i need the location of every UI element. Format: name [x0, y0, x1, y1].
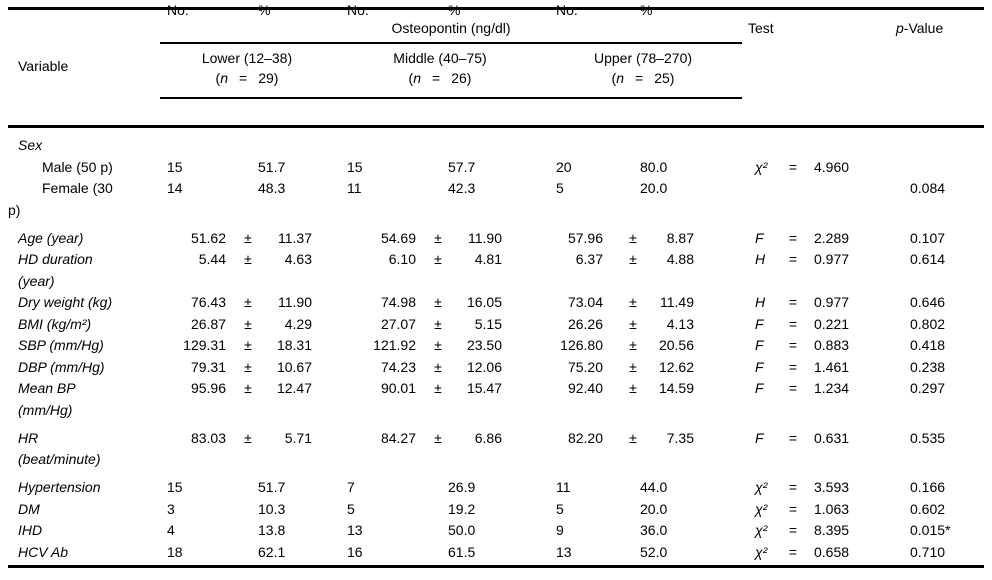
- p-value: 0.084: [910, 180, 946, 196]
- g2-mean: 74.23: [380, 358, 416, 375]
- g2-sd: 11.90: [468, 229, 502, 246]
- test-statistic-value: 1.461: [814, 358, 850, 375]
- rule-bottom: [8, 565, 984, 568]
- g1-mean: 95.96: [190, 380, 226, 396]
- row-label: [8, 499, 148, 521]
- row-label: [8, 178, 148, 221]
- g2-mean: 54.69: [380, 229, 416, 246]
- g1-sd: 4.29: [284, 315, 312, 332]
- g3-plus-minus: ±: [629, 315, 637, 332]
- test-statistic-value: 0.883: [814, 337, 850, 353]
- p-value: 0.015*: [910, 522, 951, 538]
- row-label-line: HR: [18, 429, 39, 446]
- subheader-no-upper: No.: [556, 2, 578, 18]
- g1-count: 3: [167, 500, 175, 517]
- test-statistic-symbol: χ²: [755, 543, 768, 560]
- row-label-line: (mm/Hg): [18, 401, 73, 418]
- row-label-line: Age (year): [18, 229, 84, 246]
- test-equals: =: [788, 543, 798, 560]
- g3-plus-minus: ±: [629, 337, 637, 353]
- g2-plus-minus: ±: [434, 358, 442, 375]
- g1-mean: 26.87: [190, 315, 226, 332]
- test-statistic-symbol: χ²: [755, 479, 768, 495]
- g3-percent: 44.0: [640, 479, 668, 495]
- group-range-label: Lower (12–38): [201, 50, 293, 66]
- g2-sd: 16.05: [466, 294, 502, 310]
- row-label: [8, 314, 148, 336]
- test-statistic-symbol: χ²: [755, 522, 768, 538]
- g2-plus-minus: ±: [434, 315, 442, 332]
- g2-count: 13: [347, 522, 363, 538]
- test-statistic-value: 3.593: [814, 479, 850, 495]
- g3-count: 20: [556, 158, 572, 175]
- p-value: 0.602: [910, 500, 946, 517]
- g1-percent: 62.1: [258, 543, 286, 560]
- row-label: [8, 542, 148, 564]
- g3-mean: 126.80: [560, 337, 603, 353]
- p-value-rest: -Value: [903, 20, 944, 36]
- g3-count: 13: [556, 543, 572, 560]
- p-value: 0.107: [910, 229, 946, 246]
- test-equals: =: [788, 479, 798, 495]
- g1-sd: 11.37: [278, 229, 312, 246]
- row-label-line: HD duration: [18, 251, 93, 267]
- row-label: [8, 135, 148, 157]
- test-statistic-value: 2.289: [814, 229, 850, 246]
- g2-sd: 12.06: [466, 358, 502, 375]
- subheader-pct-upper: %: [640, 2, 653, 18]
- g3-percent: 20.0: [640, 500, 668, 517]
- table-row: [8, 292, 984, 314]
- g3-mean: 6.37: [575, 251, 603, 267]
- test-equals: =: [788, 358, 798, 375]
- column-header-variable: Variable: [18, 58, 69, 74]
- g3-sd: 8.87: [666, 229, 694, 246]
- g2-mean: 27.07: [380, 315, 416, 332]
- table-row: [8, 135, 984, 157]
- test-equals: =: [788, 500, 798, 517]
- row-label: [8, 357, 148, 379]
- g3-count: 11: [556, 479, 571, 495]
- table-body: [8, 135, 984, 563]
- test-statistic-symbol: F: [755, 315, 764, 332]
- p-value: 0.297: [910, 380, 946, 396]
- subheader-pct-middle: %: [448, 2, 461, 18]
- g3-count: 5: [556, 500, 564, 517]
- g1-mean: 51.62: [190, 229, 226, 246]
- g2-plus-minus: ±: [434, 337, 442, 353]
- group-range-label: Middle (40–75): [393, 50, 487, 66]
- rule-under-n-headers: [160, 97, 742, 99]
- row-label-line: (beat/minute): [18, 451, 101, 467]
- g3-mean: 82.20: [567, 429, 603, 446]
- g1-plus-minus: ±: [244, 229, 252, 246]
- row-label-line: DM: [18, 500, 40, 517]
- g2-count: 15: [347, 158, 363, 175]
- g3-sd: 14.59: [658, 380, 694, 396]
- g1-count: 4: [167, 522, 175, 538]
- row-label-line: Female (30: [42, 180, 113, 196]
- g2-percent: 42.3: [448, 180, 476, 196]
- test-statistic-value: 0.977: [814, 294, 850, 310]
- test-statistic-symbol: H: [755, 294, 766, 310]
- g3-plus-minus: ±: [629, 251, 637, 267]
- rule-header-bottom: [8, 125, 984, 128]
- p-value: 0.535: [910, 429, 946, 446]
- g3-plus-minus: ±: [629, 358, 637, 375]
- row-label: [8, 335, 148, 357]
- row-label-line: DBP (mm/Hg): [18, 358, 105, 375]
- g3-plus-minus: ±: [629, 294, 637, 310]
- p-value: 0.646: [910, 294, 946, 310]
- g2-mean: 74.98: [380, 294, 416, 310]
- test-statistic-value: 4.960: [814, 158, 850, 175]
- group-header-lower: [160, 49, 334, 88]
- g3-mean: 73.04: [567, 294, 603, 310]
- g3-percent: 52.0: [640, 543, 668, 560]
- table-row: [8, 335, 984, 357]
- group-header-middle: [340, 49, 540, 88]
- g1-sd: 10.67: [276, 358, 312, 375]
- test-statistic-symbol: χ²: [755, 158, 768, 175]
- g1-count: 15: [167, 158, 183, 175]
- column-group-header-osteopontin: Osteopontin (ng/dl): [391, 20, 511, 36]
- test-statistic-symbol: F: [755, 380, 764, 396]
- column-header-p-value: [896, 20, 943, 36]
- g3-mean: 26.26: [567, 315, 603, 332]
- g2-mean: 90.01: [380, 380, 416, 396]
- row-label-line: SBP (mm/Hg): [18, 337, 104, 353]
- statistics-table: [8, 0, 984, 580]
- g2-sd: 5.15: [474, 315, 502, 332]
- table-row: [8, 428, 984, 471]
- table-row: [8, 178, 984, 221]
- test-equals: =: [788, 429, 798, 446]
- g3-plus-minus: ±: [629, 429, 637, 446]
- g2-percent: 57.7: [448, 158, 476, 175]
- test-statistic-value: 0.221: [814, 315, 850, 332]
- g1-percent: 48.3: [258, 180, 286, 196]
- row-label: [8, 378, 148, 421]
- row-label-line: Sex: [18, 137, 43, 153]
- p-value-italic-p: p: [896, 20, 904, 36]
- g3-sd: 12.62: [658, 358, 694, 375]
- g1-count: 18: [167, 543, 183, 560]
- g1-plus-minus: ±: [244, 380, 252, 396]
- table-row: [8, 378, 984, 421]
- test-statistic-symbol: F: [755, 429, 764, 446]
- group-range-label: Upper (78–270): [593, 50, 693, 66]
- table-row: [8, 314, 984, 336]
- test-equals: =: [788, 522, 798, 538]
- g1-percent: 13.8: [258, 522, 286, 538]
- rule-under-osteopontin: [160, 42, 742, 44]
- g2-count: 16: [347, 543, 363, 560]
- g2-sd: 23.50: [466, 337, 502, 353]
- g1-count: 15: [167, 479, 183, 495]
- g3-mean: 92.40: [567, 380, 603, 396]
- test-equals: =: [788, 158, 798, 175]
- row-label-line: Hypertension: [18, 479, 101, 495]
- row-label: [8, 157, 148, 179]
- row-label: [8, 292, 148, 314]
- g3-percent: 20.0: [640, 180, 668, 196]
- test-statistic-value: 0.631: [814, 429, 850, 446]
- g1-sd: 11.90: [278, 294, 312, 310]
- g2-mean: 84.27: [380, 429, 416, 446]
- test-statistic-symbol: F: [755, 337, 764, 353]
- g3-sd: 20.56: [658, 337, 694, 353]
- g1-percent: 51.7: [258, 158, 286, 175]
- row-label-line: Mean BP: [18, 380, 76, 396]
- row-label-line: Dry weight (kg): [18, 294, 113, 310]
- g2-percent: 26.9: [448, 479, 476, 495]
- test-equals: =: [788, 251, 798, 267]
- g1-plus-minus: ±: [244, 294, 252, 310]
- g2-count: 7: [347, 479, 355, 495]
- test-equals: =: [788, 337, 798, 353]
- subheader-no-lower: No.: [167, 2, 189, 18]
- g1-mean: 83.03: [190, 429, 226, 446]
- g1-sd: 18.31: [276, 337, 312, 353]
- g3-count: 9: [556, 522, 564, 538]
- g2-sd: 4.81: [474, 251, 502, 267]
- table-row: [8, 157, 984, 179]
- table-row: [8, 477, 984, 499]
- p-value: 0.710: [910, 543, 946, 560]
- column-header-test: Test: [748, 20, 774, 36]
- row-label-line: p): [8, 201, 21, 218]
- p-value: 0.614: [910, 251, 946, 267]
- test-equals: =: [788, 315, 798, 332]
- g1-plus-minus: ±: [244, 251, 252, 267]
- g2-plus-minus: ±: [434, 380, 442, 396]
- p-value: 0.418: [910, 337, 946, 353]
- g3-sd: 4.88: [666, 251, 694, 267]
- g3-sd: 11.49: [660, 294, 694, 310]
- g2-plus-minus: ±: [434, 429, 442, 446]
- g2-plus-minus: ±: [434, 251, 442, 267]
- g3-mean: 75.20: [567, 358, 603, 375]
- p-value: 0.166: [910, 479, 946, 495]
- subheader-no-middle: No.: [347, 2, 369, 18]
- p-value: 0.802: [910, 315, 946, 332]
- g1-mean: 129.31: [183, 337, 226, 353]
- row-label: [8, 520, 148, 542]
- table-row: [8, 542, 984, 564]
- test-statistic-value: 1.234: [814, 380, 850, 396]
- table-row: [8, 249, 984, 292]
- g1-mean: 76.43: [190, 294, 226, 310]
- g2-percent: 50.0: [448, 522, 476, 538]
- table-row: [8, 357, 984, 379]
- test-statistic-symbol: F: [755, 229, 764, 246]
- g2-count: 5: [347, 500, 355, 517]
- g2-percent: 19.2: [448, 500, 476, 517]
- g3-sd: 4.13: [666, 315, 694, 332]
- test-equals: =: [788, 380, 798, 396]
- test-statistic-symbol: F: [755, 358, 764, 375]
- g2-sd: 6.86: [474, 429, 502, 446]
- g1-plus-minus: ±: [244, 429, 252, 446]
- subheader-pct-lower: %: [258, 2, 271, 18]
- g3-plus-minus: ±: [629, 229, 637, 246]
- table-row: [8, 520, 984, 542]
- g2-mean: 121.92: [373, 337, 416, 353]
- test-statistic-symbol: χ²: [755, 500, 768, 517]
- g2-plus-minus: ±: [434, 294, 442, 310]
- row-label-line: (year): [18, 272, 55, 289]
- table-row: [8, 499, 984, 521]
- test-statistic-symbol: H: [755, 251, 766, 267]
- g1-percent: 51.7: [258, 479, 286, 495]
- g3-sd: 7.35: [666, 429, 694, 446]
- g1-mean: 5.44: [198, 251, 226, 267]
- g1-plus-minus: ±: [244, 315, 252, 332]
- test-statistic-value: 0.658: [814, 543, 850, 560]
- test-statistic-value: 1.063: [814, 500, 850, 517]
- row-label-line: IHD: [18, 522, 43, 538]
- g1-sd: 5.71: [284, 429, 312, 446]
- g1-mean: 79.31: [190, 358, 226, 375]
- g1-sd: 12.47: [276, 380, 312, 396]
- group-header-upper: [553, 49, 733, 88]
- row-label-line: HCV Ab: [18, 543, 69, 560]
- row-label: [8, 428, 148, 471]
- g1-percent: 10.3: [258, 500, 286, 517]
- group-n-label: (n = 29): [215, 69, 279, 86]
- g1-plus-minus: ±: [244, 358, 252, 375]
- table-row: [8, 228, 984, 250]
- g3-mean: 57.96: [567, 229, 603, 246]
- p-value: 0.238: [910, 358, 946, 375]
- row-label: [8, 477, 148, 499]
- g2-sd: 15.47: [466, 380, 502, 396]
- g2-percent: 61.5: [448, 543, 476, 560]
- g3-percent: 36.0: [640, 522, 668, 538]
- row-label-line: BMI (kg/m²): [18, 315, 92, 332]
- row-label: [8, 249, 148, 292]
- g2-plus-minus: ±: [434, 229, 442, 246]
- g3-plus-minus: ±: [629, 380, 637, 396]
- g1-sd: 4.63: [284, 251, 312, 267]
- group-n-label: (n = 25): [611, 69, 675, 86]
- group-n-label: (n = 26): [408, 69, 472, 86]
- test-equals: =: [788, 294, 798, 310]
- test-statistic-value: 8.395: [814, 522, 850, 538]
- row-label-line: Male (50 p): [42, 158, 113, 175]
- test-statistic-value: 0.977: [814, 251, 850, 267]
- g2-mean: 6.10: [388, 251, 416, 267]
- g3-percent: 80.0: [640, 158, 668, 175]
- g3-count: 5: [556, 180, 564, 196]
- test-equals: =: [788, 229, 798, 246]
- g1-count: 14: [167, 180, 183, 196]
- row-label: [8, 228, 148, 250]
- g1-plus-minus: ±: [244, 337, 252, 353]
- g2-count: 11: [347, 180, 362, 196]
